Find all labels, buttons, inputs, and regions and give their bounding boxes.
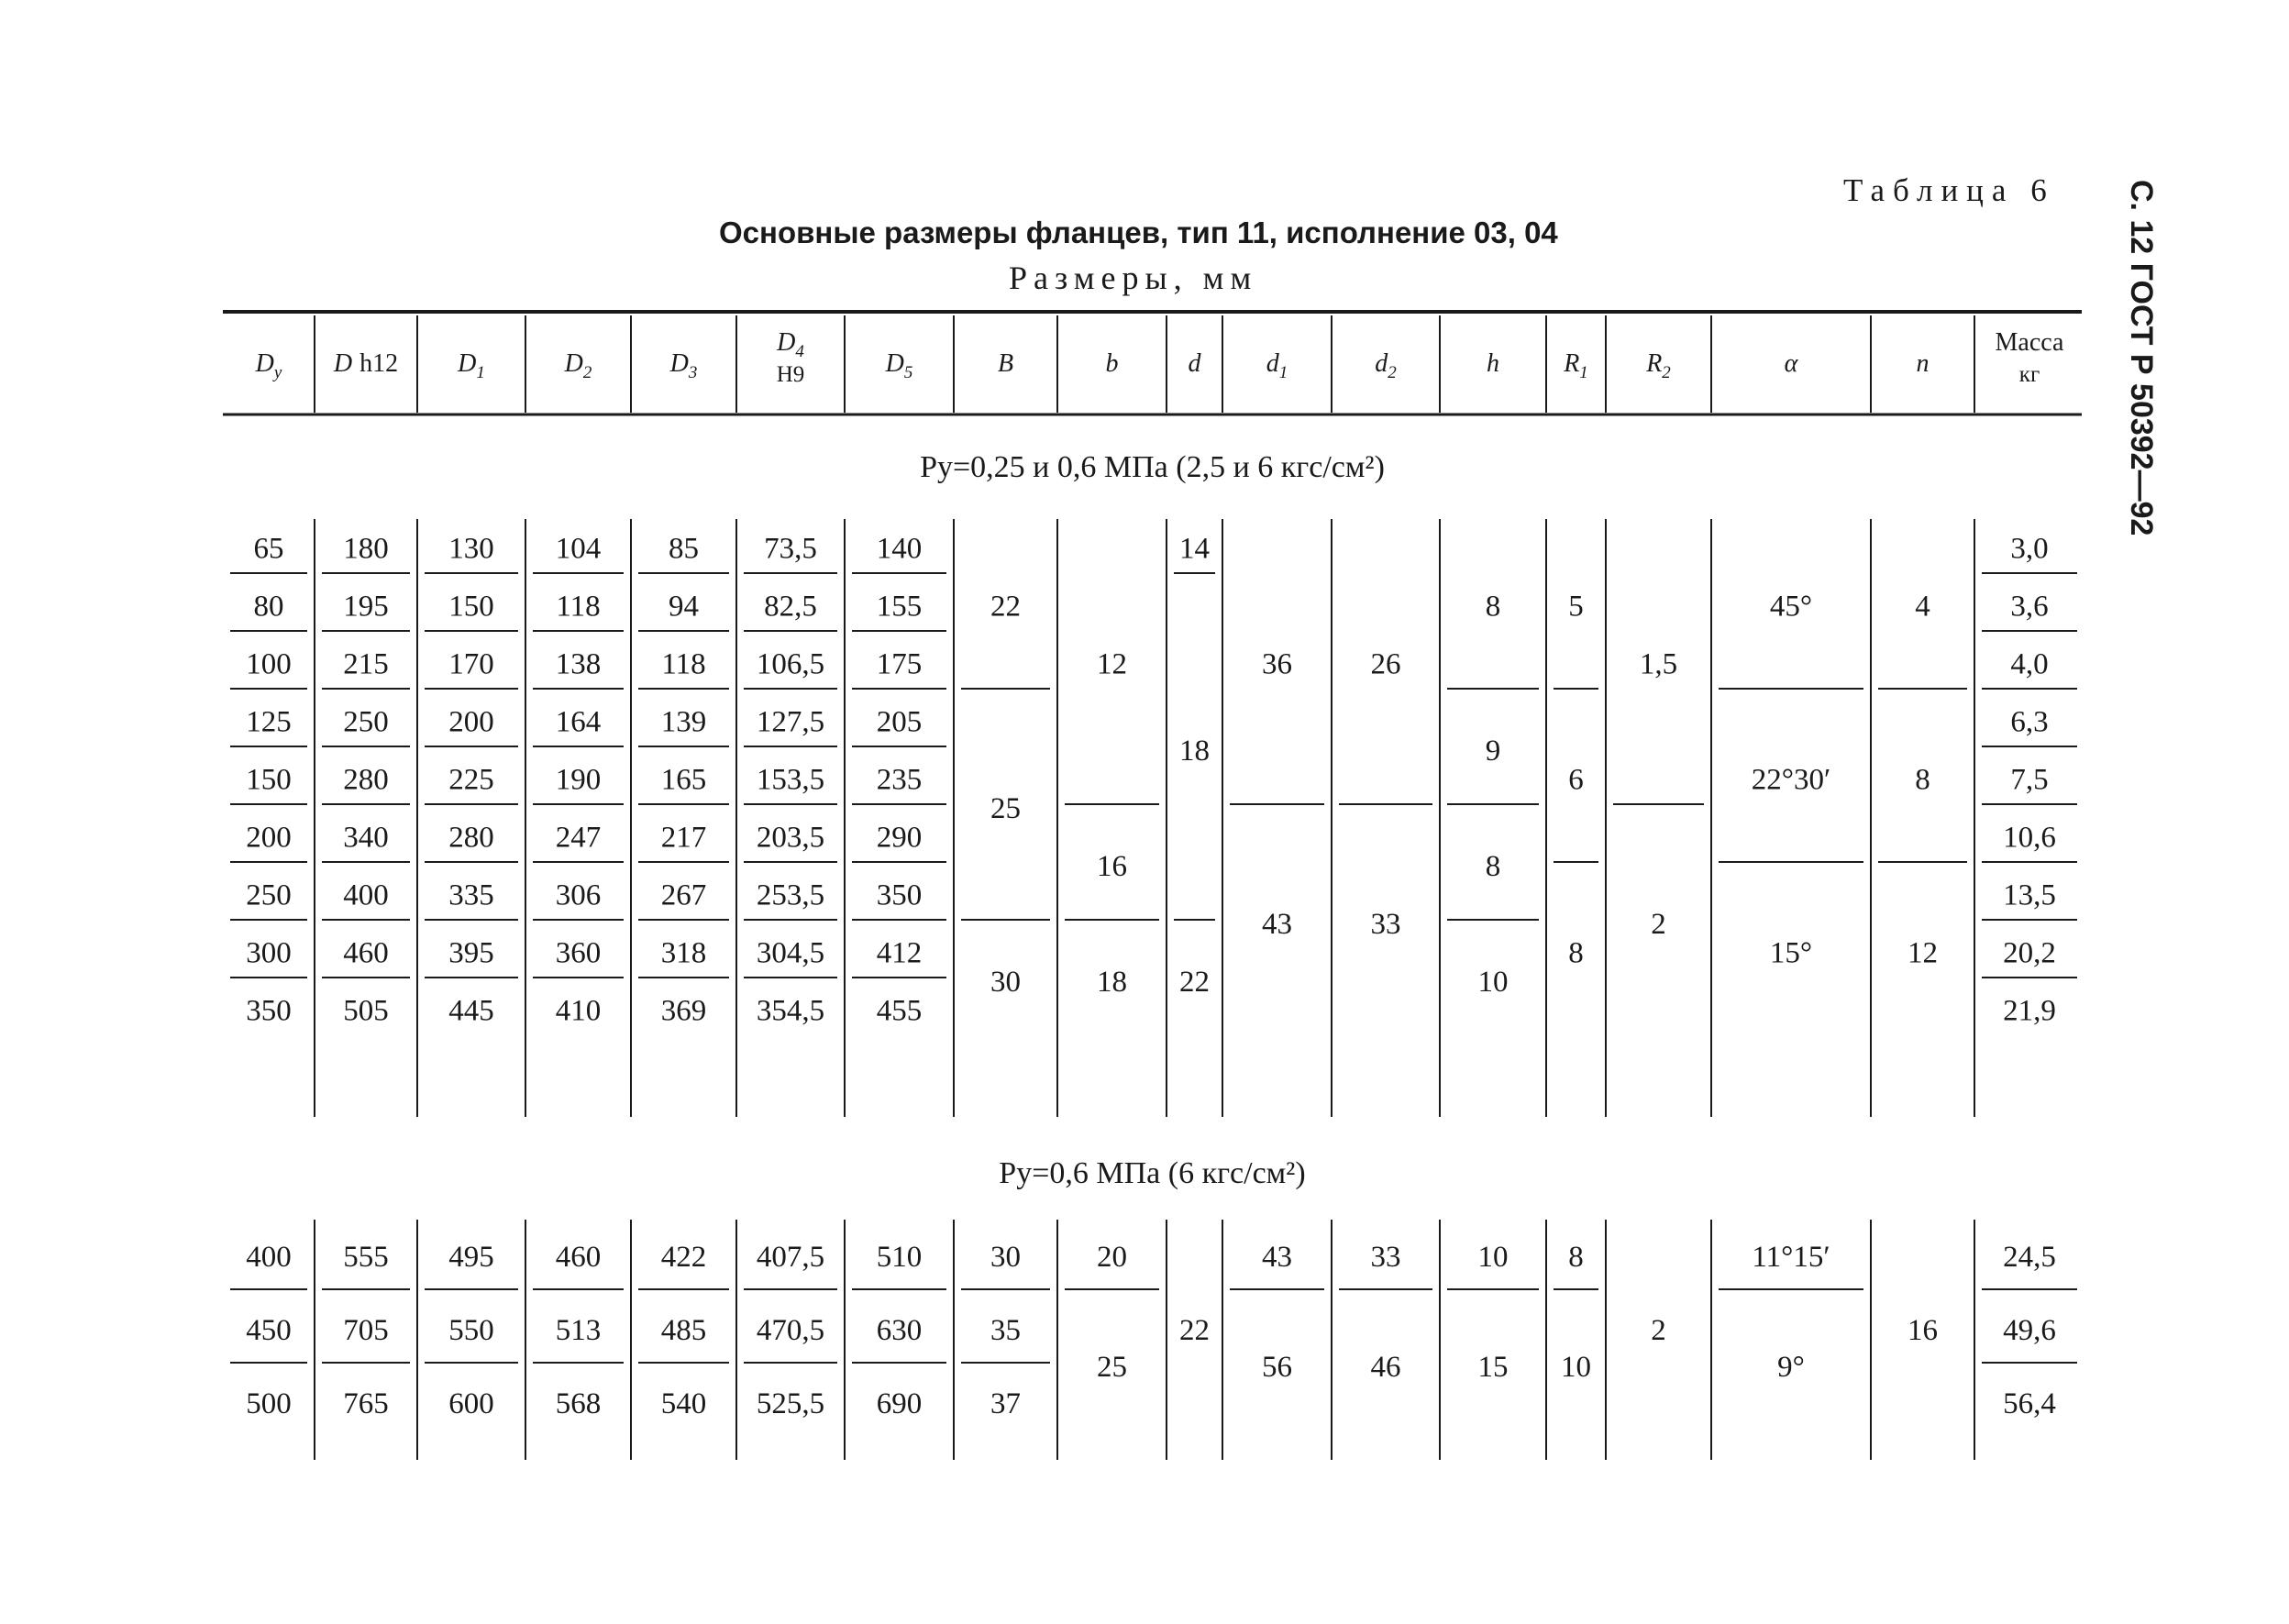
column-header-16: n	[1916, 349, 1930, 378]
column-header-1: D h12	[333, 349, 399, 378]
table-cell: 22	[990, 590, 1021, 624]
table-title: Основные размеры фланцев, тип 11, исполнение 03, 04	[719, 215, 1558, 249]
table-cell: 22°30′	[1751, 763, 1831, 797]
table-cell: 94	[669, 590, 699, 624]
table-cell: 25	[1097, 1351, 1127, 1384]
table-cell: 9	[1485, 735, 1501, 768]
table-cell: 705	[343, 1314, 389, 1347]
table-cell: 18	[1179, 735, 1210, 768]
table-cell: 12	[1908, 936, 1938, 970]
table-cell: 22	[1179, 1314, 1210, 1347]
table-cell: 10,6	[2003, 821, 2056, 855]
table-cell: 495	[448, 1241, 494, 1274]
section-heading-0: Pу=0,25 и 0,6 МПа (2,5 и 6 кгс/см²)	[920, 450, 1385, 484]
table-cell: 13,5	[2003, 878, 2056, 912]
column-header-17: Масса	[1995, 328, 2064, 357]
table-cell: 400	[343, 878, 389, 912]
table-cell: 30	[990, 1241, 1021, 1274]
table-cell: 36	[1262, 647, 1292, 681]
table-cell: 8	[1915, 763, 1930, 797]
table-cell: 568	[555, 1387, 602, 1420]
column-header-10: $d_1$	[1266, 349, 1288, 382]
table-cell: 205	[876, 705, 923, 739]
table-cell: 280	[448, 821, 494, 855]
table-cell: 369	[660, 994, 707, 1028]
table-cell: 195	[343, 590, 389, 624]
table-cell: 118	[556, 590, 601, 624]
table-cell: 106,5	[756, 647, 825, 681]
table-cell: 130	[448, 532, 494, 566]
table-cell: 164	[555, 705, 602, 739]
table-cell: 45°	[1769, 590, 1813, 624]
column-header-2: $D_1$	[458, 349, 485, 382]
table-cell: 138	[555, 647, 602, 681]
table-cell: 9°	[1777, 1351, 1805, 1384]
table-cell: 400	[246, 1241, 292, 1274]
table-cell: 18	[1097, 966, 1127, 999]
table-cell: 280	[343, 763, 389, 797]
table-cell: 765	[343, 1387, 389, 1420]
column-header-3: $D_2$	[564, 349, 592, 382]
table-cell: 150	[448, 590, 494, 624]
table-cell: 6,3	[2010, 705, 2049, 739]
table-cell: 11°15′	[1752, 1241, 1830, 1274]
table-cell: 407,5	[756, 1241, 825, 1274]
table-cell: 450	[246, 1314, 292, 1347]
table-cell: 49,6	[2003, 1314, 2056, 1347]
table-cell: 73,5	[764, 532, 817, 566]
table-cell: 306	[555, 878, 602, 912]
table-cell: 540	[660, 1387, 707, 1420]
table-cell: 3,6	[2010, 590, 2049, 624]
column-header-5: $D_4$	[777, 328, 804, 361]
table-cell: 10	[1477, 1241, 1509, 1274]
table-cell: 43	[1262, 1241, 1292, 1274]
table-cell: 350	[876, 878, 923, 912]
table-cell: 203,5	[756, 821, 825, 855]
table-cell: 56,4	[2003, 1387, 2056, 1420]
table-cell: 80	[253, 590, 284, 624]
table-cell: 65	[253, 532, 284, 566]
table-cell: 153,5	[756, 763, 825, 797]
table-cell: 82,5	[764, 590, 817, 624]
table-cell: 217	[660, 821, 707, 855]
table-cell: 35	[990, 1314, 1021, 1347]
table-cell: 8	[1485, 590, 1501, 624]
table-cell: 175	[876, 647, 923, 681]
table-cell: 155	[876, 590, 923, 624]
table-cell: 354,5	[756, 994, 825, 1028]
table-cell: 21,9	[2003, 994, 2056, 1028]
table-cell: 690	[876, 1387, 923, 1420]
table-cell: 16	[1097, 850, 1127, 883]
table-cell: 46	[1370, 1351, 1401, 1384]
table-cell: 550	[448, 1314, 494, 1347]
table-cell: 12	[1097, 647, 1127, 681]
column-header-15: α	[1784, 349, 1798, 378]
table-cell: 304,5	[756, 936, 825, 970]
table-cell: 422	[660, 1241, 707, 1274]
table-cell: 33	[1370, 908, 1401, 941]
table-cell: 170	[448, 647, 494, 681]
column-header-14: $R_2$	[1646, 349, 1671, 382]
table-cell: 455	[876, 994, 923, 1028]
table-cell: 1,5	[1639, 647, 1678, 681]
table-cell: 125	[246, 705, 292, 739]
table-cell: 22	[1179, 966, 1210, 999]
page-header-label: С. 12 ГОСТ Р 50392—92	[2124, 180, 2159, 536]
table-cell: 470,5	[756, 1314, 825, 1347]
table-cell: 20,2	[2003, 936, 2056, 970]
table-cell: 460	[555, 1241, 602, 1274]
column-header-9: d	[1188, 349, 1201, 378]
table-cell: 200	[448, 705, 494, 739]
table-cell: 318	[660, 936, 707, 970]
table-cell: 505	[343, 994, 389, 1028]
table-cell: 215	[343, 647, 389, 681]
column-header-17-line2: кг	[2018, 362, 2040, 387]
table-number: Таблица 6	[1843, 172, 2055, 208]
table-cell: 267	[660, 878, 707, 912]
column-header-8: b	[1105, 349, 1119, 378]
table-cell: 247	[555, 821, 602, 855]
table-cell: 15°	[1769, 936, 1813, 970]
table-cell: 460	[343, 936, 389, 970]
table-cell: 235	[876, 763, 923, 797]
table-cell: 165	[660, 763, 707, 797]
table-cell: 8	[1568, 936, 1584, 970]
table-cell: 118	[661, 647, 706, 681]
table-cell: 4,0	[2010, 647, 2049, 681]
column-header-4: $D_3$	[669, 349, 698, 382]
table-cell: 30	[990, 966, 1021, 999]
table-cell: 85	[669, 532, 699, 566]
table-cell: 7,5	[2010, 763, 2049, 797]
table-cell: 100	[246, 647, 292, 681]
table-cell: 6	[1568, 763, 1584, 797]
section-heading-1: Pу=0,6 МПа (6 кгс/см²)	[999, 1156, 1306, 1190]
table-cell: 5	[1568, 590, 1584, 624]
table-cell: 140	[876, 532, 923, 566]
table-cell: 14	[1179, 532, 1210, 566]
table-cell: 485	[660, 1314, 707, 1347]
table-cell: 290	[876, 821, 923, 855]
table-cell: 139	[660, 705, 707, 739]
column-header-11: $d_2$	[1375, 349, 1397, 382]
table-cell: 127,5	[756, 705, 825, 739]
table-cell: 525,5	[756, 1387, 825, 1420]
table-cell: 360	[555, 936, 602, 970]
column-header-7: B	[997, 349, 1014, 378]
table-cell: 395	[448, 936, 494, 970]
table-cell: 445	[448, 994, 494, 1028]
table-cell: 37	[990, 1387, 1021, 1420]
table-cell: 180	[343, 532, 389, 566]
column-header-6: $D_5$	[885, 349, 913, 382]
units-caption: Размеры, мм	[1009, 260, 1258, 296]
table-cell: 43	[1262, 908, 1292, 941]
table-cell: 335	[448, 878, 494, 912]
table-cell: 56	[1262, 1351, 1292, 1384]
column-header-13: $R_1$	[1564, 349, 1588, 382]
table-cell: 300	[246, 936, 292, 970]
table-cell: 410	[555, 994, 602, 1028]
table-cell: 3,0	[2010, 532, 2049, 566]
table-cell: 33	[1370, 1241, 1401, 1274]
table-cell: 4	[1915, 590, 1930, 624]
column-header-5-line2: H9	[776, 362, 805, 387]
table-cell: 500	[246, 1387, 292, 1420]
table-cell: 340	[343, 821, 389, 855]
table-cell: 8	[1568, 1241, 1584, 1274]
table-cell: 253,5	[756, 878, 825, 912]
table-cell: 10	[1561, 1351, 1591, 1384]
table-cell: 190	[555, 763, 602, 797]
table-cell: 250	[246, 878, 292, 912]
table-cell: 250	[343, 705, 389, 739]
table-cell: 20	[1097, 1241, 1127, 1274]
table-cell: 412	[876, 936, 923, 970]
table-cell: 225	[448, 763, 494, 797]
table-cell: 24,5	[2003, 1241, 2056, 1274]
table-cell: 2	[1651, 908, 1666, 941]
column-header-12: h	[1487, 349, 1499, 378]
table-cell: 513	[555, 1314, 602, 1347]
table-cell: 10	[1477, 966, 1509, 999]
table-cell: 8	[1485, 850, 1501, 883]
table-cell: 510	[876, 1241, 923, 1274]
table-cell: 2	[1651, 1314, 1666, 1347]
table-cell: 16	[1908, 1314, 1938, 1347]
table-cell: 150	[246, 763, 292, 797]
table-cell: 350	[246, 994, 292, 1028]
table-cell: 25	[990, 792, 1021, 825]
table-cell: 555	[343, 1241, 389, 1274]
column-header-0: $D_y$	[255, 349, 282, 382]
table-cell: 630	[876, 1314, 923, 1347]
table-cell: 200	[246, 821, 292, 855]
table-cell: 600	[448, 1387, 494, 1420]
table-cell: 15	[1477, 1351, 1509, 1384]
table-cell: 104	[555, 532, 602, 566]
table-cell: 26	[1370, 647, 1401, 681]
